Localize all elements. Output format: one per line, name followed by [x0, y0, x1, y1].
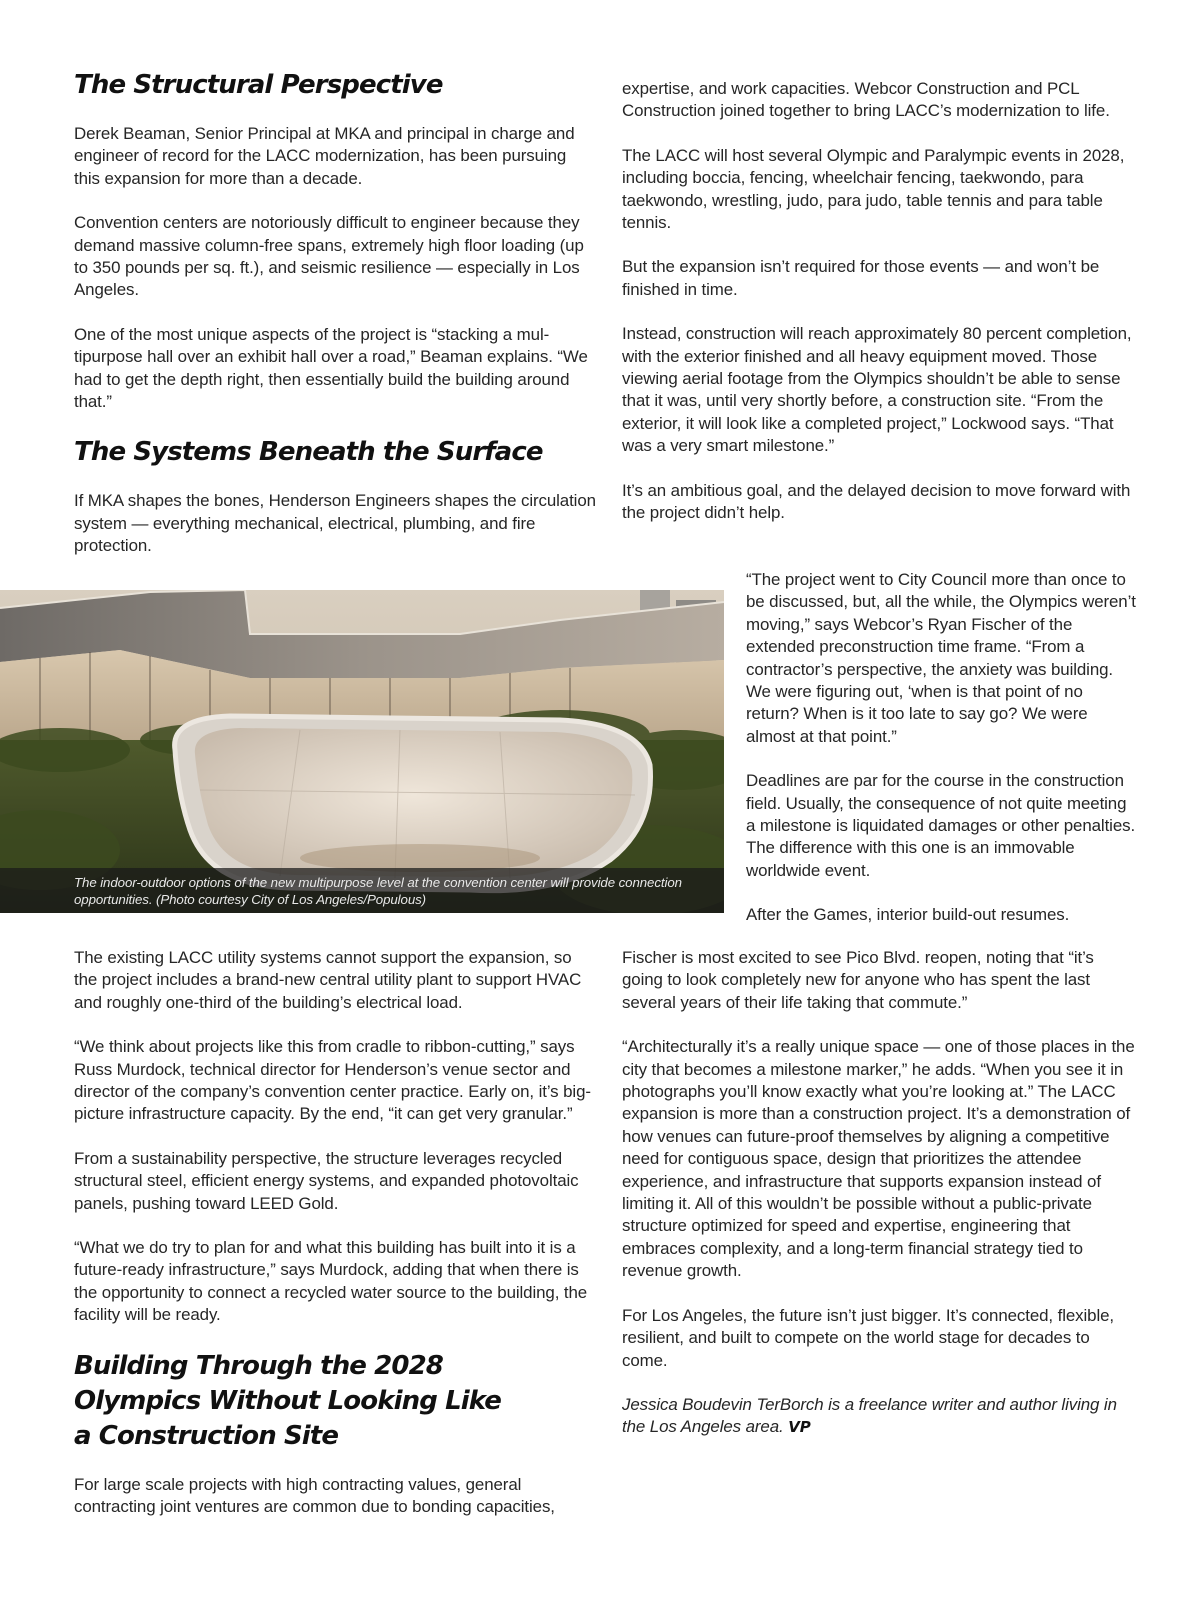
body-paragraph: expertise, and work capacities. Webcor Construction and PCL Construction joined together to bring LACC’s modernization to life. — [622, 79, 1110, 121]
body-paragraph: If MKA shapes the bones, Henderson Engineers shapes the circulation system — everything mechanical, electrical, plumbing, and fire protection. — [74, 491, 596, 556]
right-column-bottom — [622, 947, 1138, 1461]
body-paragraph: Deadlines are par for the course in the construction field. Usually, the consequence of not quite meeting a milestone is liquidated damages or other penalties. The difference with this one is an immovable worldwide event. — [746, 771, 1136, 880]
left-column-top — [74, 68, 596, 580]
end-mark: VP — [788, 1418, 811, 1437]
right-column-top — [622, 78, 1138, 547]
section-heading-structural: The Structural Perspective — [74, 70, 443, 100]
body-paragraph: “Architecturally it’s a really unique space — one of those places in the city that becomes a milestone marker,” he adds. “When you see it in photographs you’ll know exactly what you’re looking at.” The LACC expansion is more than a construction project. It’s a demonstration of how venues can future-proof themselves by aligning a competitive need for contiguous space, design that prioritizes the attendee experience, and infrastructure that supports expansion instead of limiting it. All of this wouldn’t be possible without a public-private structure optimized for speed and expertise, engineering that embraces complexity, and a long-term financial strategy tied to revenue growth. — [622, 1037, 1135, 1281]
body-paragraph: Convention centers are notoriously difficult to engineer because they demand massive column-free spans, extremely high floor loading (up to 350 pounds per sq. ft.), and seismic resilience — especially in Los Angeles. — [74, 213, 584, 300]
byline-text: Jessica Boudevin TerBorch is a freelance writer and author living in the Los Angeles area. — [622, 1394, 1117, 1437]
photo-caption: The indoor-outdoor options of the new multipurpose level at the convention center will provide connection opportunities. (Photo courtesy City of Los Angeles/Populous) — [74, 875, 682, 907]
body-paragraph: For large scale projects with high contracting values, general contracting joint ventures are common due to bonding capacities, — [74, 1474, 555, 1517]
right-column-middle — [746, 569, 1136, 949]
section-heading-olympics — [74, 1349, 596, 1454]
body-paragraph: Derek Beaman, Senior Principal at MKA and principal in charge and engineer of record for the LACC modernization, has been pursuing this expansion for more than a decade. — [74, 124, 575, 188]
heading-line: Building Through the 2028 — [74, 1350, 443, 1381]
convention-center-photo — [0, 590, 724, 913]
body-paragraph: The existing LACC utility systems cannot support the expansion, so the project includes a brand-new central utility plant to support HVAC and roughly one-third of the building’s electrical load. — [74, 948, 582, 1012]
heading-line: Olympics Without Looking Like — [74, 1385, 501, 1416]
section-heading-systems: The Systems Beneath the Surface — [74, 437, 543, 468]
left-column-bottom — [74, 947, 596, 1541]
body-paragraph: Fischer is most excited to see Pico Blvd. reopen, noting that “it’s going to look completely new for anyone who has spent the last several years of their life taking that commute.” — [622, 948, 1094, 1012]
body-paragraph: For Los Angeles, the future isn’t just bigger. It’s connected, flexible, resilient, and built to compete on the world stage for decades to come. — [622, 1305, 1114, 1370]
author-byline — [622, 1394, 1138, 1439]
body-paragraph: After the Games, interior build-out resumes. — [746, 905, 1070, 925]
body-paragraph: Instead, construction will reach approximately 80 percent completion, with the exterior finished and all heavy equipment moved. Those viewing aerial footage from the Olympics shouldn’t be able to sense that it was, until very shortly before, a construction site. “From the exterior, it will look like a completed project,” Lockwood says. “That was a very smart milestone.” — [622, 324, 1132, 456]
body-paragraph: It’s an ambitious goal, and the delayed decision to move forward with the project didn’t help. — [622, 480, 1131, 523]
body-paragraph: But the expansion isn’t required for those events — and won’t be finished in time. — [622, 257, 1100, 299]
rooftop-render-image — [0, 590, 724, 913]
body-paragraph: One of the most unique aspects of the project is “stacking a multipurpose hall over an exhibit hall over a road,” Beaman explains. “We had to get the depth right, then essentially build the building around that.” — [74, 324, 588, 412]
body-paragraph: “What we do try to plan for and what this building has built into it is a future-ready infrastructure,” says Murdock, adding that when there is the opportunity to connect a recycled water source to the building, the facility will be ready. — [74, 1238, 588, 1325]
body-paragraph: From a sustainability perspective, the structure leverages recycled structural steel, efficient energy systems, and expanded photovoltaic panels, pushing toward LEED Gold. — [74, 1148, 579, 1213]
body-paragraph: “We think about projects like this from cradle to ribbon-cutting,” says Russ Murdock, technical director for Henderson’s venue sector and director of the company’s convention center practice. Early on, it’s big-picture infrastructure capacity. By the end, “it can get very granular.” — [74, 1037, 591, 1124]
caption-band — [0, 868, 724, 913]
body-paragraph: “The project went to City Council more than once to be discussed, but, all the while, the Olympics weren’t moving,” says Webcor’s Ryan Fischer of the extended preconstruction time frame. “From a contractor’s perspective, the anxiety was building. We were figuring out, ‘when is that point of no return? When is it too late to say go? We were almost at that point.” — [746, 570, 1136, 746]
body-paragraph: The LACC will host several Olympic and Paralympic events in 2028, including boccia, fencing, wheelchair fencing, taekwondo, para taekwondo, wrestling, judo, para judo, table tennis and para table tennis. — [622, 145, 1125, 233]
heading-line: a Construction Site — [74, 1420, 339, 1451]
